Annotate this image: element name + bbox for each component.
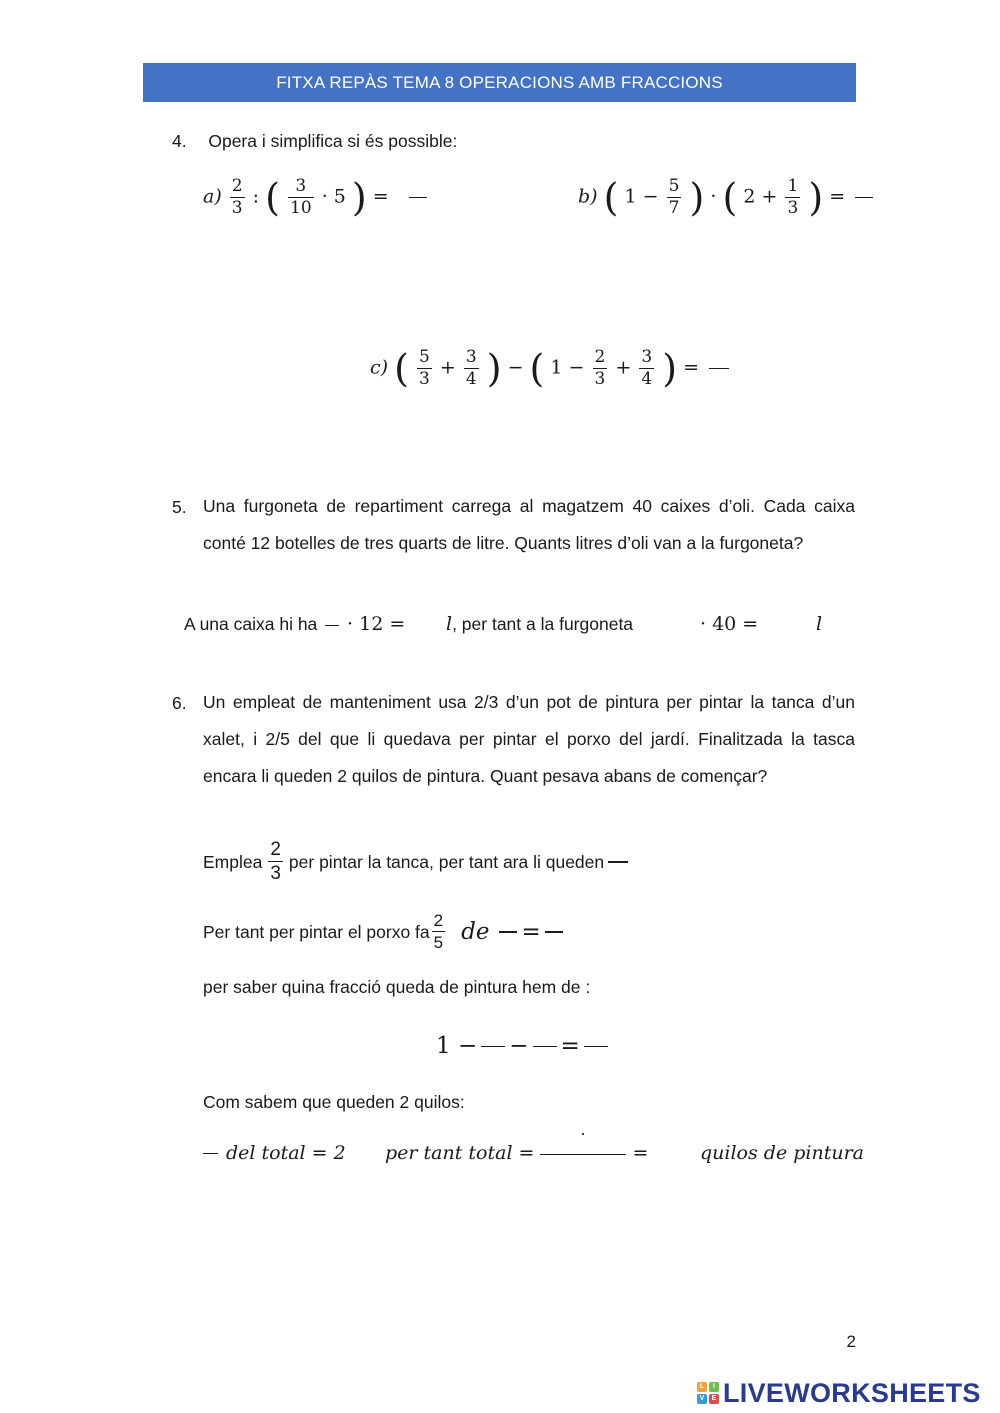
quilos-text: quilos de pintura [700,1142,864,1164]
q4-text: Opera i simplifica si és possible: [208,131,458,151]
divide-operator: : [252,185,260,208]
q5-answer-p3: , per tant a la furgoneta [452,614,634,634]
one-minus: 1 − [624,185,659,208]
porxo-text: Per tant per pintar el porxo fa [203,921,430,942]
one-minus: 1 − [436,1033,478,1059]
fraction: $\frac{2}{3}$ [270,839,281,884]
answer-fraction-blank[interactable] [540,1120,626,1164]
fraction: $\frac{1}{3}$ [787,176,799,218]
dot-mark: . [580,1120,586,1139]
del-total-text: del total = 2 [226,1142,346,1164]
q6-line6-mid [385,1120,649,1164]
q6-line2 [203,912,567,951]
q4-expression-b: b) ( 1 − $\frac{5}{7}$ ) · ( 2 + $\frac{1}{3}$ ) = [578,178,877,217]
fraction: $\frac{3}{10}$ [290,176,312,218]
q6-line1 [203,840,632,883]
answer-blank[interactable] [545,931,563,933]
de-word: de [461,918,490,945]
equals-sign: = [829,185,846,208]
q6-number: 6. [172,693,187,713]
q5-text: Una furgoneta de repartiment carrega al magatzem 40 caixes d’oli. Cada caixa conté 12 botelles de tres quarts de litre. Quants litres d’oli van a la furgoneta? [203,496,855,553]
liters-unit: l [446,613,453,635]
answer-blank[interactable] [855,197,873,198]
plus-sign: + [439,356,456,379]
q4-expression-a [203,175,431,220]
answer-blank[interactable] [709,368,729,369]
times-forty: · 40 = [700,613,759,635]
dot-operator: · [710,185,717,208]
times-twelve: · 12 = [347,613,406,635]
per-tant-total-text: per tant total = [385,1142,535,1164]
fraction: $\frac{2}{3}$ [594,347,606,389]
logo-text: LIVEWORKSHEETS [723,1377,981,1408]
label-b: b) [578,185,598,208]
page-number: 2 [846,1332,856,1351]
q5-answer-middle [446,613,633,635]
label-c: c) [370,356,389,379]
two-plus: 2 + [743,185,778,208]
tanca-text: per pintar la tanca, per tant ara li queden [288,851,605,872]
answer-blank[interactable] [499,931,517,933]
equals-sign: = [521,918,541,945]
q5-answer-start [184,613,405,635]
fraction: $\frac{2}{3}$ [231,176,243,218]
header-title: FITXA REPÀS TEMA 8 OPERACIONS AMB FRACCIONS [276,72,723,92]
answer-blank[interactable] [203,1153,218,1154]
fraction: $\frac{5}{3}$ [418,347,430,389]
label-a: a) [203,185,222,208]
q6-line5: Com sabem que queden 2 quilos: [203,1092,465,1112]
left-paren: ( [265,175,280,220]
q6-line6-left [203,1142,346,1164]
emplea-text: Emplea [203,851,263,872]
q4-prompt [172,130,457,152]
q4-number: 4. [172,131,187,151]
one-minus: 1 − [550,356,585,379]
answer-blank[interactable] [608,861,628,863]
fraction: $\frac{2}{5}$ [433,911,444,952]
answer-blank[interactable] [481,1046,505,1047]
fraction: $\frac{3}{4}$ [641,347,653,389]
liveworksheets-logo [697,1378,981,1408]
fraction: $\frac{5}{7}$ [668,176,680,218]
minus-sign: − [507,356,524,379]
answer-blank[interactable] [325,625,339,626]
answer-blank[interactable] [584,1046,608,1047]
equals-sign: = [560,1033,580,1059]
q5-answer-p1: A una caixa hi ha [184,614,318,634]
q5-number: 5. [172,497,187,517]
minus-sign: − [509,1033,529,1059]
right-paren: ) [351,175,367,220]
answer-blank[interactable] [409,197,427,198]
liters-unit: l [816,613,823,635]
q4-expression-c: c) ( $\frac{5}{3}$ + $\frac{3}{4}$ ) − ( 1 − $\frac{2}{3}$ + $\frac{3}{4}$ ) = [370,349,733,388]
q6-line4 [436,1033,612,1059]
equals-sign: = [683,356,700,379]
equals-sign: = [372,185,389,208]
worksheet-header [143,63,856,102]
times-five: · 5 [321,185,346,208]
logo-grid-icon: L I V E [697,1382,719,1404]
fraction: $\frac{3}{4}$ [465,347,477,389]
equals-sign: = [632,1142,649,1164]
q6-line3: per saber quina fracció queda de pintura hem de : [203,977,591,997]
answer-blank[interactable] [533,1046,557,1047]
plus-sign: + [615,356,632,379]
q6-text: Un empleat de manteniment usa 2/3 d’un pot de pintura per pintar la tanca d’un xalet, i 2/5 del que li quedava per pintar el porxo del jardí. Finalitzada la tasca encara li queden 2 quilos de pintura. Quant pesava abans de començar? [203,692,855,786]
